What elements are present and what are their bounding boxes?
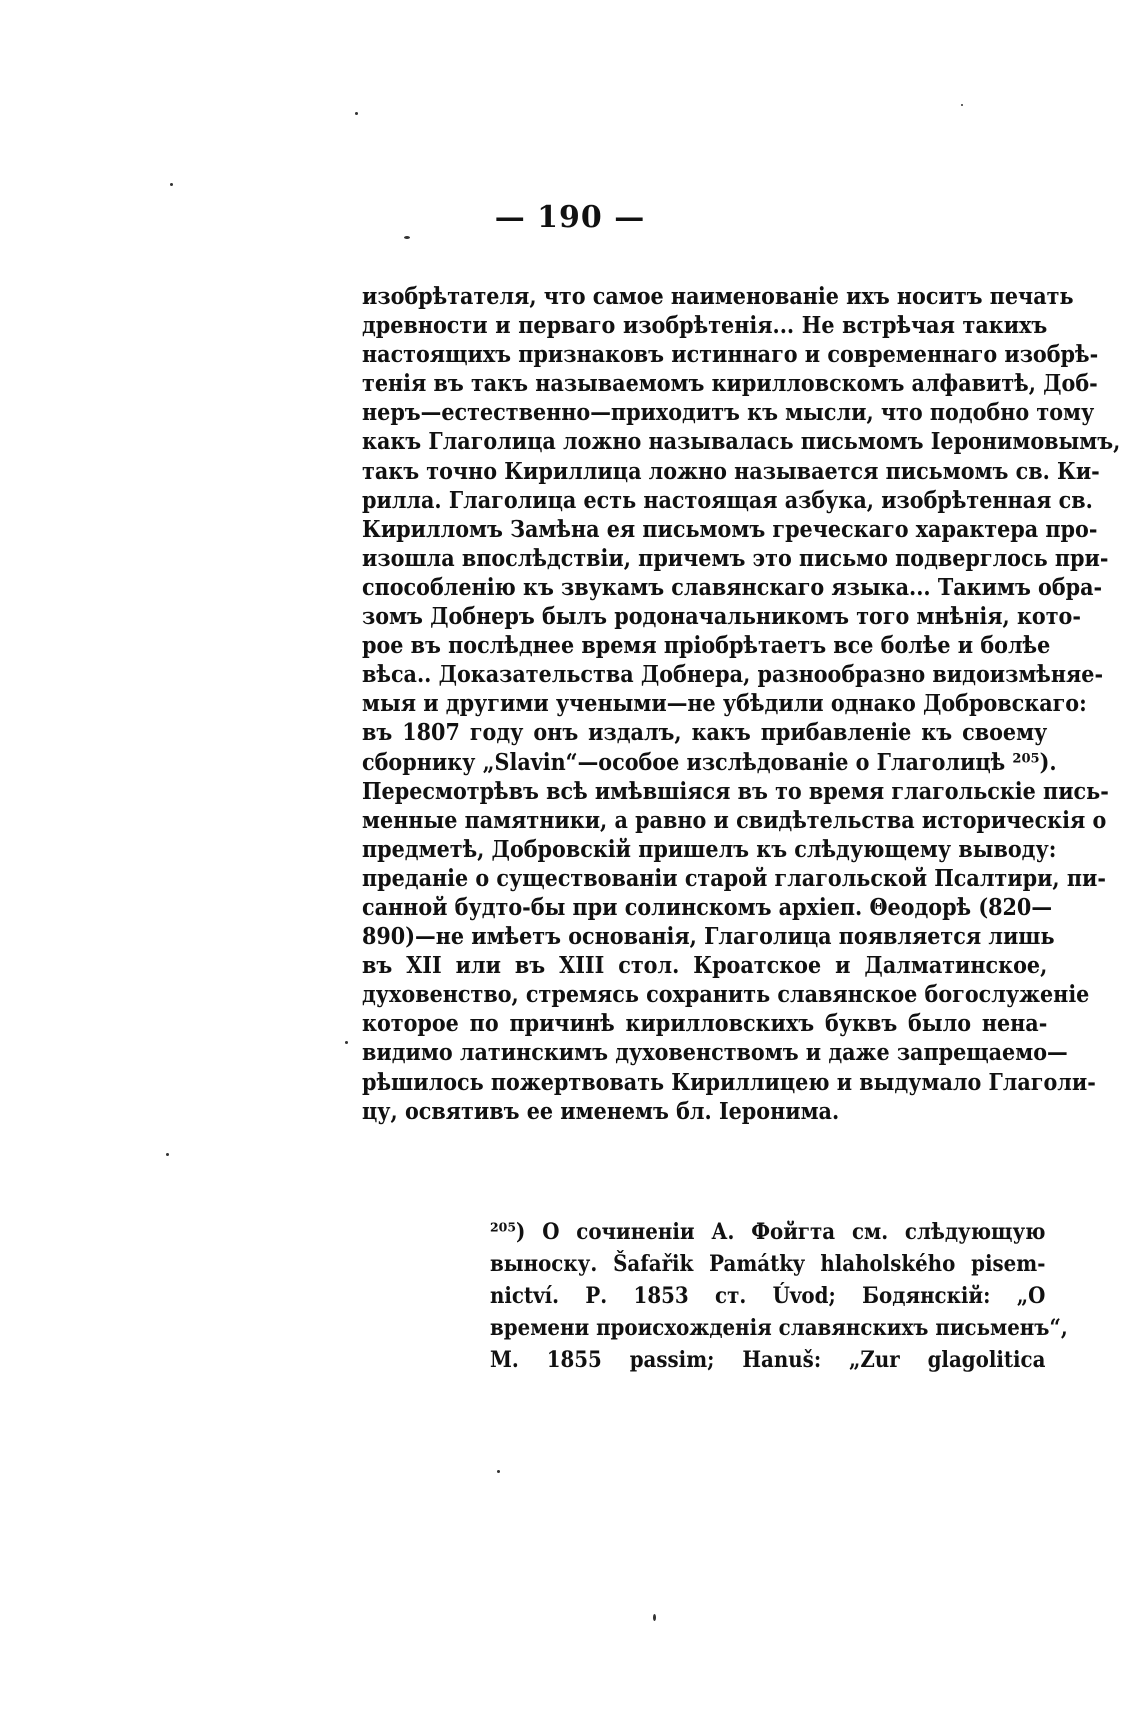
text-line: рое въ послѣднее время пріобрѣтаетъ все болѣе и болѣе [362,632,1051,660]
text-line: древности и перваго изобрѣтенія... Не встрѣчая такихъ [362,312,1048,340]
scan-speck [404,236,410,239]
footnote-line: М. 1855 passim; Hanuš: „Zur glagolitica [490,1347,1046,1373]
scan-speck [345,1041,348,1044]
text-line: сборнику „Slavin“—особое изслѣдованіе о Глаголицѣ ²⁰⁵). [362,748,1057,776]
text-line: рѣшилось пожертвовать Кириллицею и выдумало Глаголи- [362,1068,1096,1096]
footnote-line: ²⁰⁵) О сочиненіи А. Фойгта см. слѣдующую [490,1219,1046,1245]
text-line: такъ точно Кириллица ложно называется письмомъ св. Ки- [362,457,1100,485]
text-line: санной будто-бы при солинскомъ архіеп. Θеодорѣ (820— [362,893,1053,921]
text-line: Кирилломъ Замѣна ея письмомъ греческаго характера про- [362,515,1098,543]
text-line: неръ—естественно—приходитъ къ мысли, что подобно тому [362,399,1095,427]
text-line: зомъ Добнеръ былъ родоначальникомъ того мнѣнія, кото- [362,603,1081,631]
text-line: въ XII или въ XIII стол. Кроатское и Далматинское, [362,952,1048,980]
text-line: духовенство, стремясь сохранить славянское богослуженіе [362,981,1090,1009]
text-line: цу, освятивъ ее именемъ бл. Іеронима. [362,1097,840,1125]
text-line: рилла. Глаголица есть настоящая азбука, изобрѣтенная св. [362,486,1093,514]
footnote-line: времени происхожденія славянскихъ письменъ“, [490,1315,1068,1341]
footnote-line: выноску. Šafařik Památky hlaholského pisem- [490,1251,1046,1277]
text-line: тенія въ такъ называемомъ кирилловскомъ алфавитѣ, Доб- [362,370,1098,398]
text-line: Пересмотрѣвъ всѣ имѣвшіяся въ то время глагольскіе пись- [362,777,1109,805]
scan-speck [653,1614,656,1621]
text-line: въ 1807 году онъ издалъ, какъ прибавленіе къ своему [362,719,1048,747]
footnote-line: nictví. Р. 1853 ст. Úvod; Бодянскій: „О [490,1283,1046,1309]
text-line: предметѣ, Добровскій пришелъ къ слѣдующему выводу: [362,835,1057,863]
scan-speck [170,183,173,186]
page-number: — 190 — [494,200,646,235]
footnote-block [490,1216,1068,1376]
scan-speck [166,1153,169,1156]
text-line: изобрѣтателя, что самое наименованіе ихъ носитъ печать [362,283,1074,310]
scan-speck [355,112,358,115]
text-line: видимо латинскимъ духовенствомъ и даже запрещаемо— [362,1039,1068,1067]
text-line: которое по причинѣ кирилловскихъ буквъ было нена- [362,1010,1048,1038]
scan-speck [961,104,963,106]
text-line: преданіе о существованіи старой глагольской Псалтири, пи- [362,864,1106,892]
text-line: мыя и другими учеными—не убѣдили однако Добровскаго: [362,690,1087,718]
text-line: вѣса.. Доказательства Добнера, разнообразно видоизмѣняе- [362,661,1104,689]
text-line: изошла впослѣдствіи, причемъ это письмо подверглось при- [362,544,1109,572]
text-line: 890)—не имѣетъ основанія, Глаголица появляется лишь [362,923,1055,951]
text-line: менные памятники, а равно и свидѣтельства историческія о [362,806,1107,834]
text-line: способленію къ звукамъ славянскаго языка... Такимъ обра- [362,573,1103,601]
scan-speck [497,1470,500,1473]
text-line: настоящихъ признаковъ истиннаго и современнаго изобрѣ- [362,341,1099,369]
text-line: какъ Глаголица ложно называлась письмомъ Іеронимовымъ, [362,428,1121,456]
main-text-block [362,282,1121,1126]
